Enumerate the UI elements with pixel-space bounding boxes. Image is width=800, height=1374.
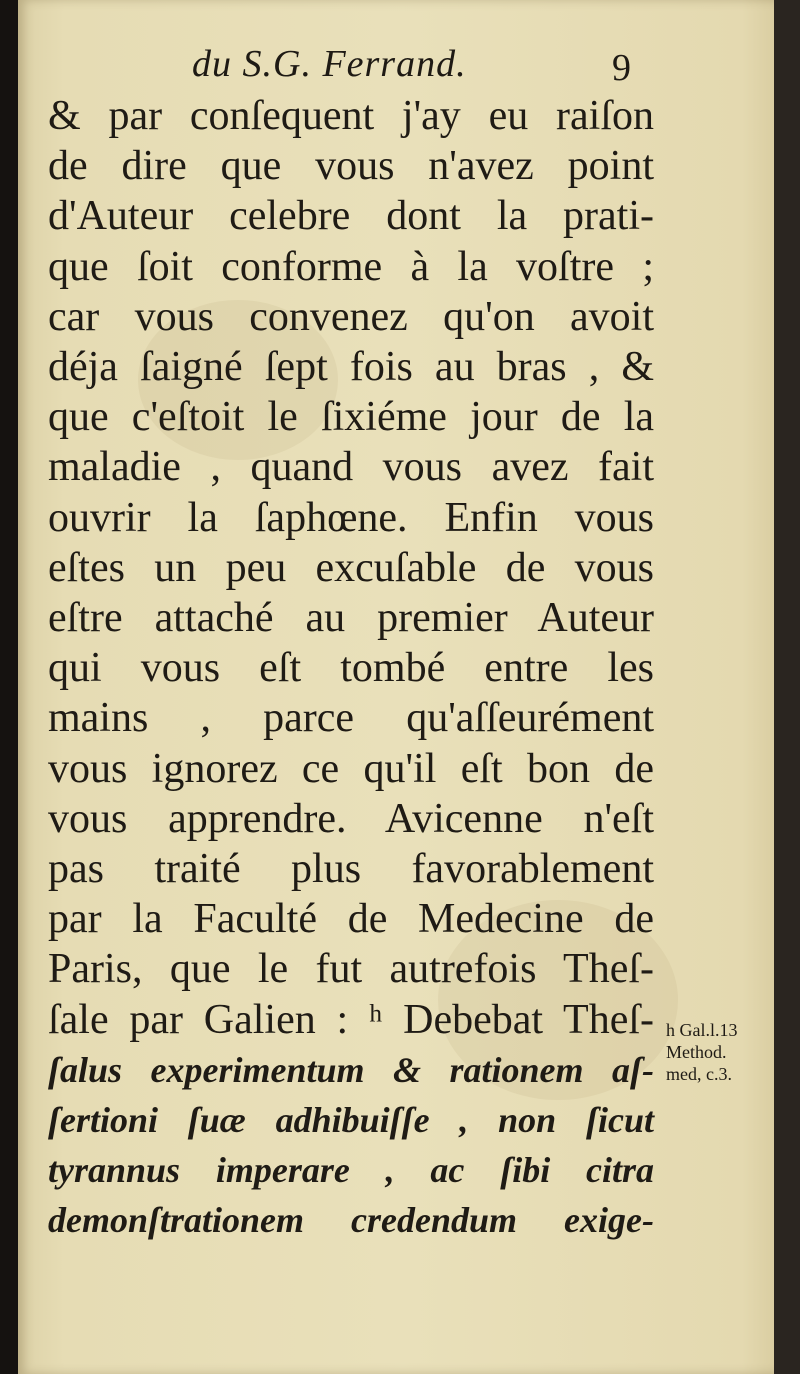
page-number: 9 bbox=[612, 47, 631, 89]
text-line: maladie , quand vous avez fait bbox=[48, 444, 654, 491]
text-line: que ſoit conforme à la voſtre ; bbox=[48, 243, 654, 290]
text-line: déja ſaigné ſept fois au bras , & bbox=[48, 344, 654, 390]
text-line: pas traité plus favorablement bbox=[48, 846, 654, 892]
running-head: du S.G. Ferrand. bbox=[192, 43, 467, 85]
margin-note-line: h Gal.l.13 bbox=[666, 1020, 738, 1040]
text-line: qui vous eſt tombé entre les bbox=[48, 645, 654, 692]
text-line: d'Auteur celebre dont la prati- bbox=[48, 193, 654, 240]
text-line: mains , parce qu'aſſeurément bbox=[48, 695, 654, 742]
text-line: Paris, que le fut autrefois Theſ- bbox=[48, 946, 654, 993]
text-line: ſale par Galien : ʰ Debebat Theſ- bbox=[48, 996, 654, 1043]
text-line: eſtre attaché au premier Auteur bbox=[48, 595, 654, 641]
text-line: ouvrir la ſaphœne. Enfin vous bbox=[48, 494, 654, 541]
text-line: que c'eſtoit le ſixiéme jour de la bbox=[48, 394, 654, 441]
text-line: car vous convenez qu'on avoit bbox=[48, 293, 654, 340]
latin-quote-line: ſalus experimentum & rationem aſ- bbox=[48, 1049, 654, 1090]
text-line: vous apprendre. Avicenne n'eſt bbox=[48, 795, 654, 842]
latin-quote-line: tyrannus imperare , ac ſibi citra bbox=[48, 1150, 654, 1191]
margin-note-line: med, c.3. bbox=[666, 1064, 732, 1084]
latin-quote-line: demonſtrationem credendum exige- bbox=[48, 1200, 654, 1241]
page-edge bbox=[774, 0, 788, 1374]
text-line: de dire que vous n'avez point bbox=[48, 143, 654, 190]
text-line: vous ignorez ce qu'il eſt bon de bbox=[48, 745, 654, 792]
text-line: par la Faculté de Medecine de bbox=[48, 896, 654, 943]
latin-quote-line: ſertioni ſuæ adhibuiſſe , non ſicut bbox=[48, 1100, 654, 1140]
text-line: & par conſequent j'ay eu raiſon bbox=[48, 93, 654, 139]
text-line: eſtes un peu excuſable de vous bbox=[48, 544, 654, 591]
margin-note-line: Method. bbox=[666, 1042, 727, 1062]
